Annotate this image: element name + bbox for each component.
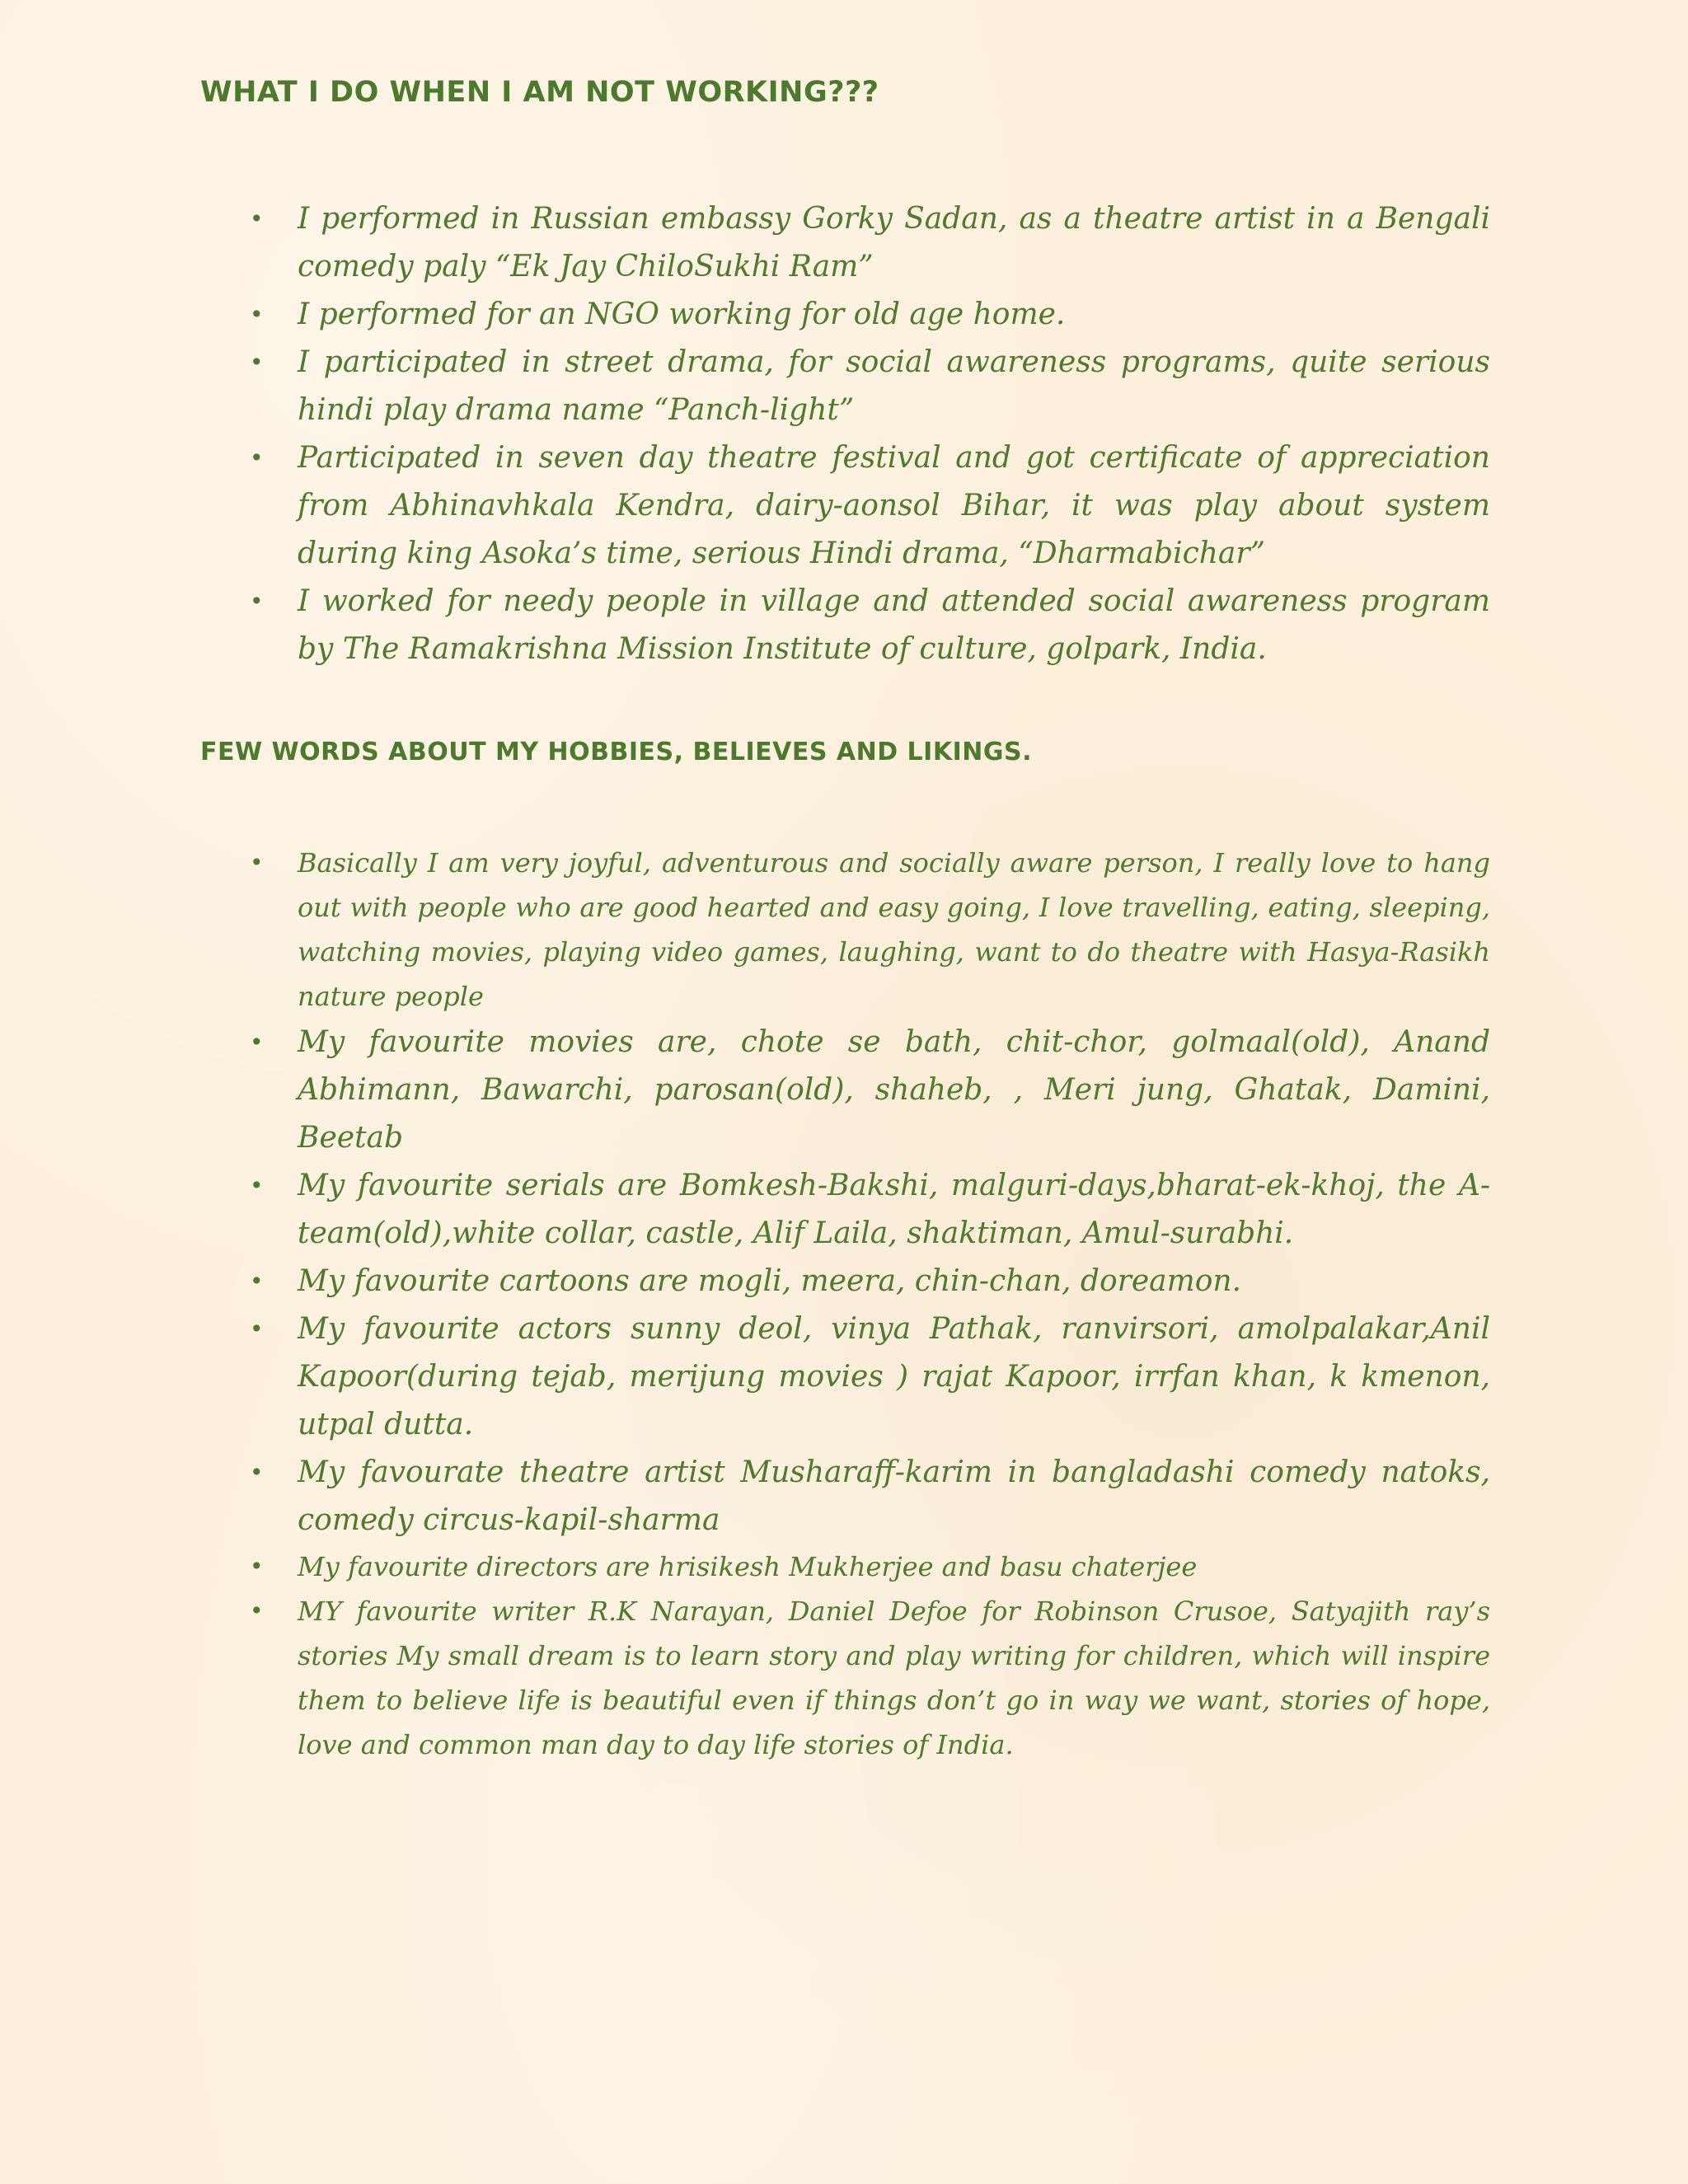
section-heading-hobbies: FEW WORDS ABOUT MY HOBBIES, BELIEVES AND LIKINGS. <box>200 738 1032 766</box>
bullet-icon: • <box>250 1459 264 1486</box>
list-item-text: Participated in seven day theatre festival and got certificate of appreciation from Abhinavhkala Kendra, dairy-aonsol Bihar, it was play about system during king Asoka’s time, serious Hindi drama, “Dharmabichar” <box>298 441 1490 570</box>
list-item <box>200 1019 1490 1162</box>
bullet-icon: • <box>250 444 264 471</box>
bullet-icon: • <box>250 1172 264 1199</box>
list-item <box>200 1589 1490 1767</box>
list-item-text: I participated in street drama, for social awareness programs, quite serious hindi play drama name “Panch-light” <box>298 345 1490 427</box>
hobbies-list <box>200 841 1490 1767</box>
list-item-text: My favourate theatre artist Musharaff-karim in bangladashi comedy natoks, comedy circus-kapil-sharma <box>298 1455 1490 1537</box>
list-item <box>200 1449 1490 1544</box>
list-item-text: My favourite serials are Bomkesh-Bakshi, malguri-days,bharat-ek-khoj, the A-team(old),white collar, castle, Alif Laila, shaktiman, Amul-surabhi. <box>298 1169 1490 1250</box>
list-item <box>200 1258 1490 1305</box>
list-item <box>200 291 1490 339</box>
bullet-icon: • <box>250 1268 264 1295</box>
list-item <box>200 434 1490 578</box>
list-item-text: My favourite movies are, chote se bath, chit-chor, golmaal(old), Anand Abhimann, Bawarchi, parosan(old), shaheb, , Meri jung, Ghatak, Damini, Beetab <box>298 1025 1490 1155</box>
bullet-icon: • <box>250 849 264 876</box>
section-heading-not-working: WHAT I DO WHEN I AM NOT WORKING??? <box>200 76 879 109</box>
bullet-icon: • <box>250 1553 264 1580</box>
list-item <box>200 1162 1490 1258</box>
list-item-text: My favourite directors are hrisikesh Mukherjee and basu chaterjee <box>298 1551 1198 1582</box>
list-item <box>200 195 1490 291</box>
bullet-icon: • <box>250 1315 264 1343</box>
list-item-text: My favourite actors sunny deol, vinya Pathak, ranvirsori, amolpalakar,Anil Kapoor(during tejab, merijung movies ) rajat Kapoor, irrfan khan, k kmenon, utpal dutta. <box>298 1312 1490 1441</box>
bullet-icon: • <box>250 205 264 232</box>
list-item-text: I performed for an NGO working for old age home. <box>298 298 1066 331</box>
list-item-text: I performed in Russian embassy Gorky Sadan, as a theatre artist in a Bengali comedy paly “Ek Jay ChiloSukhi Ram” <box>298 202 1490 284</box>
list-item <box>200 578 1490 673</box>
list-item <box>200 1544 1490 1589</box>
list-item-text: My favourite cartoons are mogli, meera, chin-chan, doreamon. <box>298 1264 1242 1298</box>
bullet-icon: • <box>250 1597 264 1624</box>
bullet-icon: • <box>250 1029 264 1056</box>
list-item <box>200 841 1490 1019</box>
bullet-icon: • <box>250 588 264 615</box>
activities-list <box>200 195 1490 673</box>
list-item-text: MY favourite writer R.K Narayan, Daniel Defoe for Robinson Crusoe, Satyajith ray’s stories My small dream is to learn story and play writing for children, which will inspire them to believe life is beautiful even if things don’t go in way we want, stories of hope, love and common man day to day life stories of India. <box>298 1596 1490 1760</box>
list-item <box>200 339 1490 434</box>
list-item <box>200 1305 1490 1449</box>
list-item-text: Basically I am very joyful, adventurous and socially aware person, I really love to hang out with people who are good hearted and easy going, I love travelling, eating, sleeping, watching movies, playing video games, laughing, want to do theatre with Hasya-Rasikh nature people <box>298 847 1490 1012</box>
bullet-icon: • <box>250 349 264 376</box>
list-item-text: I worked for needy people in village and attended social awareness program by The Ramakrishna Mission Institute of culture, golpark, India. <box>298 584 1490 666</box>
bullet-icon: • <box>250 301 264 328</box>
